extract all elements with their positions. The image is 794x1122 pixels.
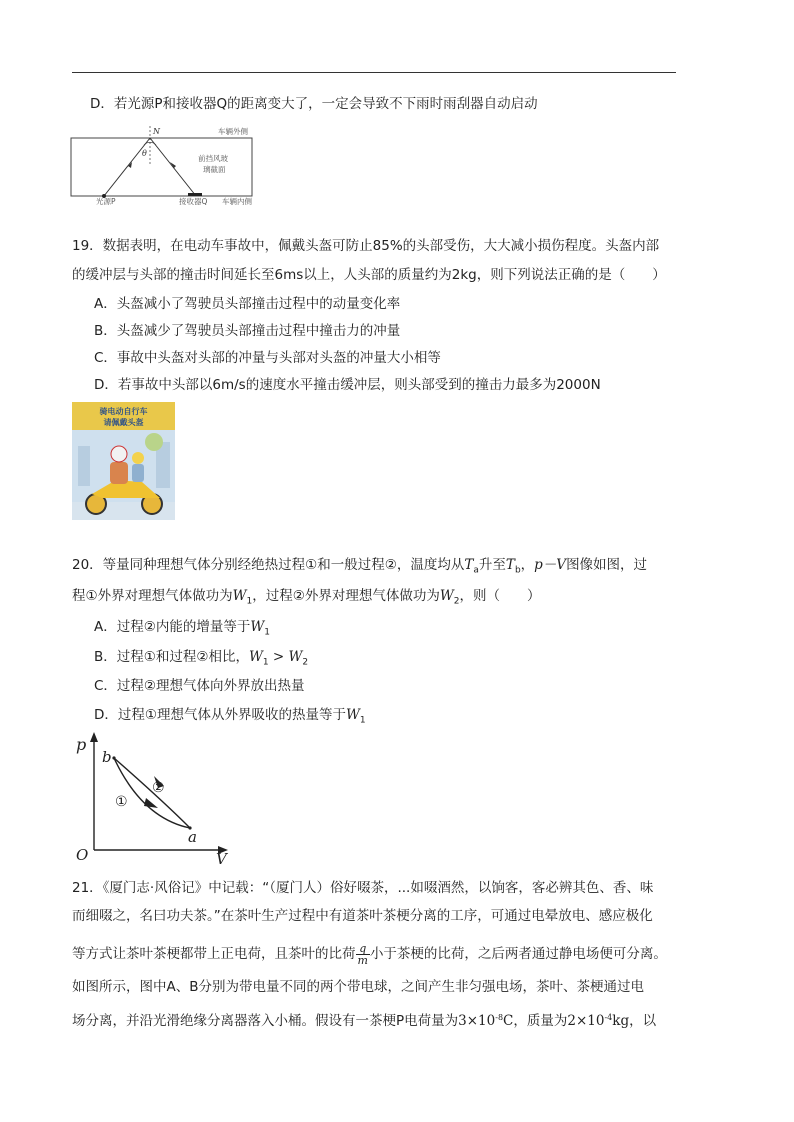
axis-p: p — [76, 735, 87, 754]
q19-option-a: A．头盔减小了驾驶员头部撞击过程中的动量变化率 — [94, 296, 401, 312]
q19-option-c: C．事故中头盔对头部的冲量与头部对头盔的冲量大小相等 — [94, 350, 441, 366]
label-process-1: ① — [115, 794, 128, 810]
q-over-m-fraction: $\frac{q}{m}$ — [357, 941, 368, 967]
label-outside: 车辆外侧 — [218, 127, 248, 136]
q19-option-b: B．头盔减少了驾驶员头部撞击过程中撞击力的冲量 — [94, 323, 401, 339]
label-glass-2: 璃截面 — [203, 165, 226, 174]
pv-graph — [72, 730, 232, 866]
poster-text-2: 请佩戴头盔 — [103, 418, 144, 427]
label-inside: 车辆内侧 — [222, 197, 252, 206]
q18-light-path-diagram — [70, 124, 270, 206]
q20-stem-line1: 20．等量同种理想气体分别经绝热过程①和一般过程②，温度均从$T_a$升至$T_b$，p－V图像如图，过 — [72, 557, 648, 576]
header-rule — [72, 72, 676, 73]
label-receiver: 接收器Q — [179, 197, 208, 206]
helmet-poster-image — [72, 402, 175, 520]
label-n: N — [153, 127, 160, 136]
q21-line1: 21．《厦门志·风俗记》中记载：“（厦门人）俗好啜茶，...如啜酒然，以饷客，客必辨其色、香、味 — [72, 880, 654, 896]
q21-line5: 场分离，并沿光滑绝缘分离器落入小桶。假设有一茶梗P电荷量为$3\times 10^{-8}C$，质量为$2\times 10^{-4}kg$，以 — [72, 1013, 657, 1029]
label-glass-1: 前挡风玻 — [198, 154, 228, 163]
q21-line2: 而细啜之，名曰功夫茶。”在茶叶生产过程中有道茶叶茶梗分离的工序，可通过电晕放电、感应极化 — [72, 908, 653, 924]
q19-stem-line1: 19．数据表明，在电动车事故中，佩戴头盔可防止85%的头部受伤，大大减小损伤程度。头盔内部 — [72, 238, 660, 254]
q20-stem-line2: 程①外界对理想气体做功为$W_1$，过程②外界对理想气体做功为$W_2$，则（ ） — [72, 588, 541, 607]
q20-option-d: D．过程①理想气体从外界吸收的热量等于$W_1$ — [94, 707, 366, 726]
point-b: b — [102, 748, 112, 766]
poster-text-1: 骑电动自行车 — [99, 407, 148, 416]
point-a: a — [188, 828, 197, 846]
label-source: 光源P — [96, 197, 116, 206]
label-process-2: ② — [152, 780, 165, 796]
q21-line4: 如图所示，图中A、B分别为带电量不同的两个带电球，之间产生非匀强电场，茶叶、茶梗通过电 — [72, 979, 644, 995]
q20-option-b: B．过程①和过程②相比，$W_1 > W_2$ — [94, 649, 309, 668]
q19-option-d: D．若事故中头部以6m/s的速度水平撞击缓冲层，则头部受到的撞击力最多为2000N — [94, 377, 601, 393]
q19-stem-line2: 的缓冲层与头部的撞击时间延长至6ms以上，人头部的质量约为2kg，则下列说法正确的是（ ） — [72, 267, 666, 283]
label-theta: θ — [142, 149, 147, 158]
origin-o: O — [76, 846, 89, 864]
q20-option-c: C．过程②理想气体向外界放出热量 — [94, 678, 305, 694]
q20-option-a: A．过程②内能的增量等于$W_1$ — [94, 619, 270, 638]
q18-option-d: D．若光源P和接收器Q的距离变大了，一定会导致不下雨时雨刮器自动启动 — [90, 96, 538, 112]
axis-v: V — [216, 850, 227, 866]
q21-line3: 等方式让茶叶茶梗都带上正电荷，且茶叶的比荷 $\frac{q}{m}$ 小于茶梗的比荷，之后两者通过静电场便可分离。 — [72, 941, 667, 967]
